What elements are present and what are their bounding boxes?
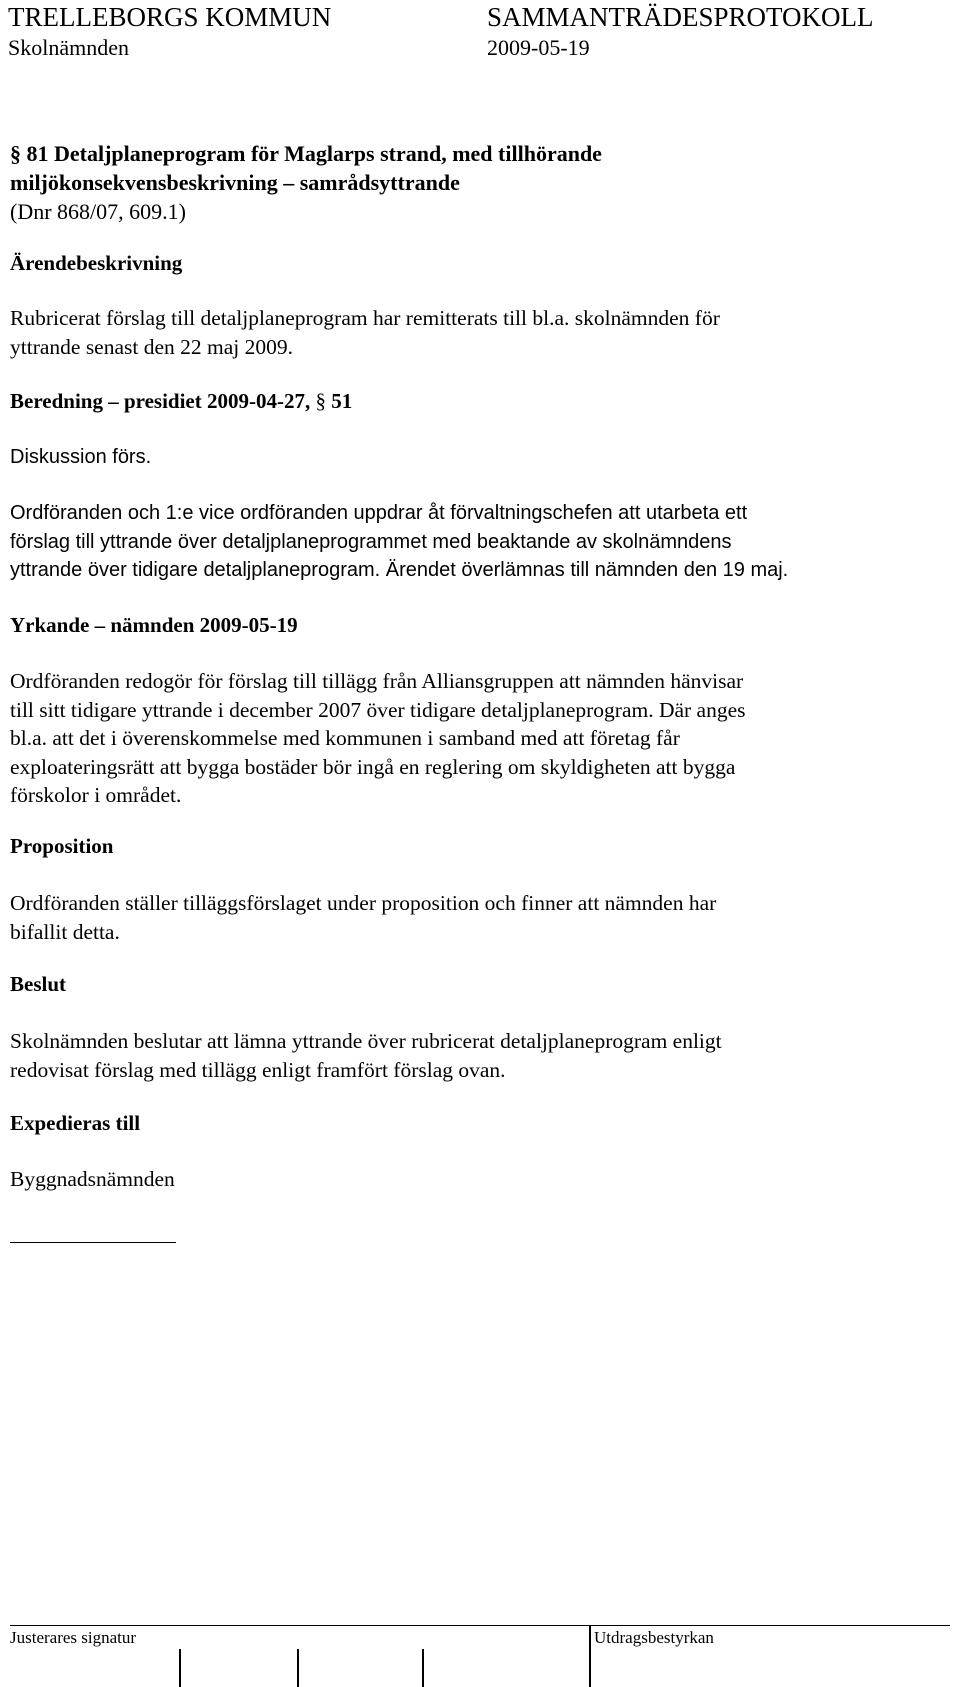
document-type: SAMMANTRÄDESPROTOKOLL bbox=[487, 2, 874, 32]
committee-name: Skolnämnden bbox=[8, 35, 129, 60]
heading-yrkande: Yrkande – nämnden 2009-05-19 bbox=[10, 613, 298, 637]
title-line-3: (Dnr 868/07, 609.1) bbox=[10, 199, 186, 224]
heading-beredning: Beredning – presidiet 2009-04-27, § 51 bbox=[10, 389, 353, 413]
extract-label: Utdragsbestyrkan bbox=[594, 1628, 714, 1647]
heading-arendebeskrivning: Ärendebeskrivning bbox=[10, 251, 183, 275]
yrkande-text: Ordföranden redogör för förslag till tillägg från Alliansgruppen att nämnden hänvisar till sitt tidigare yttrande i december 2007 över tidigare detaljplaneprogram. Där anges bl.a. att det i överenskommelse med kommunen i samband med att företag får exploateringsrätt att bygga bostäder bör ingå en reglering om skyldigheten att bygga förskolor i området. bbox=[10, 669, 746, 807]
section-sign: § bbox=[10, 141, 21, 166]
signature-label: Justerares signatur bbox=[10, 1628, 137, 1647]
proposition-text: Ordföranden ställer tilläggsförslaget under proposition och finner att nämnden har bifallit detta. bbox=[10, 891, 717, 944]
beredning-text: Ordföranden och 1:e vice ordföranden uppdrar åt förvaltningschefen att utarbeta ett förslag till yttrande över detaljplaneprogrammet med beaktande av skolnämndens yttrande över tidigare detaljplaneprogram. Ärendet överlämnas till nämnden den 19 maj. bbox=[10, 502, 789, 581]
title-line-1: § 81 Detaljplaneprogram för Maglarps strand, med tillhörande bbox=[10, 141, 602, 166]
footer-divider bbox=[589, 1625, 591, 1687]
section-sign: § bbox=[315, 389, 326, 413]
heading-expedieras: Expedieras till bbox=[10, 1111, 141, 1135]
end-rule bbox=[10, 1242, 176, 1243]
beredning-discussion: Diskussion förs. bbox=[10, 446, 152, 468]
org-name: TRELLEBORGS KOMMUN bbox=[8, 2, 332, 32]
title-line-2: miljökonsekvensbeskrivning – samrådsyttrande bbox=[10, 170, 460, 195]
signature-box-divider-1 bbox=[179, 1649, 181, 1687]
beslut-text: Skolnämnden beslutar att lämna yttrande över rubricerat detaljplaneprogram enligt redovisat förslag med tillägg enligt framfört förslag ovan. bbox=[10, 1029, 722, 1082]
arendebeskrivning-text: Rubricerat förslag till detaljplaneprogram har remitterats till bl.a. skolnämnden för yttrande senast den 22 maj 2009. bbox=[10, 306, 720, 359]
meeting-date: 2009-05-19 bbox=[487, 35, 590, 60]
heading-proposition: Proposition bbox=[10, 834, 114, 858]
case-title bbox=[10, 139, 940, 226]
signature-box-divider-2 bbox=[297, 1649, 299, 1687]
heading-beslut: Beslut bbox=[10, 972, 67, 996]
footer-rule bbox=[10, 1625, 950, 1626]
signature-box-divider-3 bbox=[422, 1649, 424, 1687]
expedieras-recipient: Byggnadsnämnden bbox=[10, 1167, 175, 1191]
